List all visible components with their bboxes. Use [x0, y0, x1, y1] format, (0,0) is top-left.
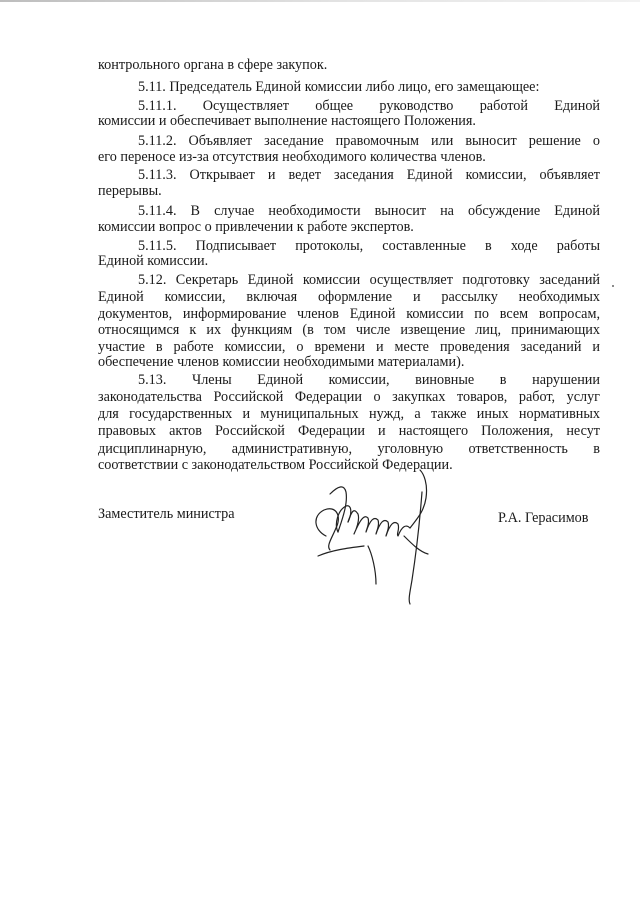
- text-line: соответствии с законодательством Российской Федерации.: [98, 457, 453, 473]
- text-line: 5.11.5. Подписывает протоколы, составленные в ходе работы: [138, 238, 600, 254]
- text-line: для государственных и муниципальных нужд, а также иных нормативных: [98, 406, 600, 422]
- text-line: комиссии вопрос о привлечении к работе экспертов.: [98, 219, 414, 235]
- text-line: контрольного органа в сфере закупок.: [98, 57, 328, 73]
- text-line: документов, информирование членов Единой комиссии по всем вопросам,: [98, 306, 600, 322]
- scan-edge: [0, 0, 640, 2]
- text-line: 5.11.3. Открывает и ведет заседания Единой комиссии, объявляет: [138, 167, 600, 183]
- handwritten-signature: [308, 458, 448, 608]
- text-line: Единой комиссии, включая оформление и рассылку необходимых: [98, 289, 600, 305]
- text-line: законодательства Российской Федерации о закупках товаров, работ, услуг: [98, 389, 600, 405]
- text-line: участие в работе комиссии, о времени и месте проведения заседаний и: [98, 339, 600, 355]
- text-line: обеспечение членов комиссии необходимыми материалами).: [98, 354, 465, 370]
- text-line: его переносе из-за отсутствия необходимого количества членов.: [98, 149, 486, 165]
- text-line: 5.11.2. Объявляет заседание правомочным или выносит решение о: [138, 133, 600, 149]
- text-line: 5.11. Председатель Единой комиссии либо лицо, его замещающее:: [138, 79, 540, 95]
- text-line: Единой комиссии.: [98, 253, 209, 269]
- text-line: перерывы.: [98, 183, 162, 199]
- signer-title: Заместитель министра: [98, 506, 235, 522]
- text-line: правовых актов Российской Федерации и настоящего Положения, несут: [98, 423, 600, 439]
- signer-name: Р.А. Герасимов: [498, 510, 589, 526]
- text-line: 5.11.4. В случае необходимости выносит на обсуждение Единой: [138, 203, 600, 219]
- text-line: 5.13. Члены Единой комиссии, виновные в нарушении: [138, 372, 600, 388]
- scan-speck: [612, 285, 614, 287]
- text-line: комиссии и обеспечивает выполнение настоящего Положения.: [98, 113, 476, 129]
- text-line: относящимся к их функциям (в том числе извещение лиц, принимающих: [98, 322, 600, 338]
- text-line: 5.12. Секретарь Единой комиссии осуществляет подготовку заседаний: [138, 272, 600, 288]
- text-line: 5.11.1. Осуществляет общее руководство работой Единой: [138, 98, 600, 114]
- text-line: дисциплинарную, административную, уголовную ответственность в: [98, 441, 600, 457]
